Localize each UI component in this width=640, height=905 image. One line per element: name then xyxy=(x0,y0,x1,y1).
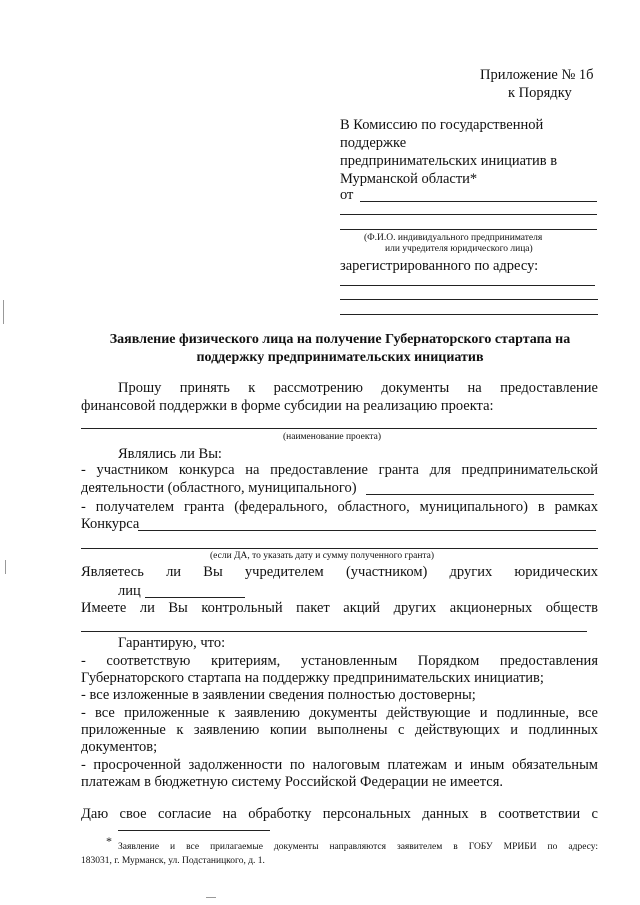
consent-text: Даю свое согласие на обработку персональных данных в соответствии с xyxy=(81,806,598,822)
name-caption: (Ф.И.О. индивидуального предпринимателя xyxy=(364,233,543,243)
participant-text: - участником конкурса на предоставление гранта для предпринимательской xyxy=(81,462,598,478)
applicant-name-field-3[interactable] xyxy=(340,229,597,230)
participant-text: деятельности (областного, муниципального) xyxy=(81,480,357,496)
footnote-text: 183031, г. Мурманск, ул. Подстаницкого, д. 1. xyxy=(81,856,265,866)
recipient-text: - получателем гранта (федерального, областного, муниципального) в рамках xyxy=(81,499,598,515)
were-you-label: Являлись ли Вы: xyxy=(118,446,222,462)
registered-address-label: зарегистрированного по адресу: xyxy=(340,258,539,274)
grant-details-field[interactable] xyxy=(81,548,598,549)
addressee-line: Мурманской области* xyxy=(340,171,478,187)
project-caption: (наименование проекта) xyxy=(283,432,382,442)
applicant-name-field-2[interactable] xyxy=(340,214,597,215)
founder-text: Являетесь ли Вы учредителем (участником) других юридических xyxy=(81,564,598,580)
project-name-field[interactable] xyxy=(81,428,597,429)
scan-margin-mark xyxy=(5,560,6,574)
founder-text: лиц xyxy=(118,583,141,599)
appendix-number: Приложение № 1б xyxy=(480,67,594,83)
guarantee-item: документов; xyxy=(81,739,158,755)
footnote-text: Заявление и все прилагаемые документы направляются заявителем в ГОБУ МРИБИ по адресу: xyxy=(118,842,598,852)
address-field-2[interactable] xyxy=(340,299,598,300)
addressee-line: В Комиссию по государственной xyxy=(340,117,544,133)
address-field-3[interactable] xyxy=(340,314,598,315)
guarantee-item: платежам в бюджетную систему Российской Федерации не имеется. xyxy=(81,774,503,790)
appendix-order: к Порядку xyxy=(508,85,572,101)
scan-margin-mark xyxy=(3,300,4,324)
guarantee-item: - соответствую критериям, установленным Порядком предоставления xyxy=(81,653,598,669)
document-title: Заявление физического лица на получение Губернаторского стартапа на xyxy=(109,332,571,347)
applicant-name-field[interactable] xyxy=(360,201,597,202)
from-label: от xyxy=(340,187,354,203)
footnote-mark: * xyxy=(106,834,112,848)
request-text: Прошу принять к рассмотрению документы на предоставление xyxy=(118,380,598,396)
stake-field[interactable] xyxy=(81,631,587,632)
guarantee-label: Гарантирую, что: xyxy=(118,635,226,651)
scan-bottom-mark xyxy=(206,897,216,898)
addressee-line: поддержке xyxy=(340,135,407,151)
guarantee-item: Губернаторского стартапа на поддержку предпринимательских инициатив; xyxy=(81,670,544,686)
request-text: финансовой поддержки в форме субсидии на реализацию проекта: xyxy=(81,398,494,414)
participant-field[interactable] xyxy=(366,494,594,495)
guarantee-item: - все приложенные к заявлению документы действующие и подлинные, все xyxy=(81,705,598,721)
addressee-line: предпринимательских инициатив в xyxy=(340,153,558,169)
document-title: поддержку предпринимательских инициатив xyxy=(196,350,484,365)
guarantee-item: - все изложенные в заявлении сведения полностью достоверны; xyxy=(81,687,476,703)
guarantee-item: - просроченной задолженности по налоговым платежам и иным обязательным xyxy=(81,757,598,773)
guarantee-item: приложенные к заявлению копии выполнены с действующих и подлинных xyxy=(81,722,598,738)
footnote-separator xyxy=(118,830,270,831)
name-caption: или учредителя юридического лица) xyxy=(385,244,533,254)
stake-text: Имеете ли Вы контрольный пакет акций других акционерных обществ xyxy=(81,600,598,616)
recipient-field[interactable] xyxy=(138,530,596,531)
founder-field[interactable] xyxy=(145,597,245,598)
address-field-1[interactable] xyxy=(340,285,595,286)
recipient-text: Конкурса xyxy=(81,516,140,532)
grant-caption: (если ДА, то указать дату и сумму полученного гранта) xyxy=(210,551,435,561)
